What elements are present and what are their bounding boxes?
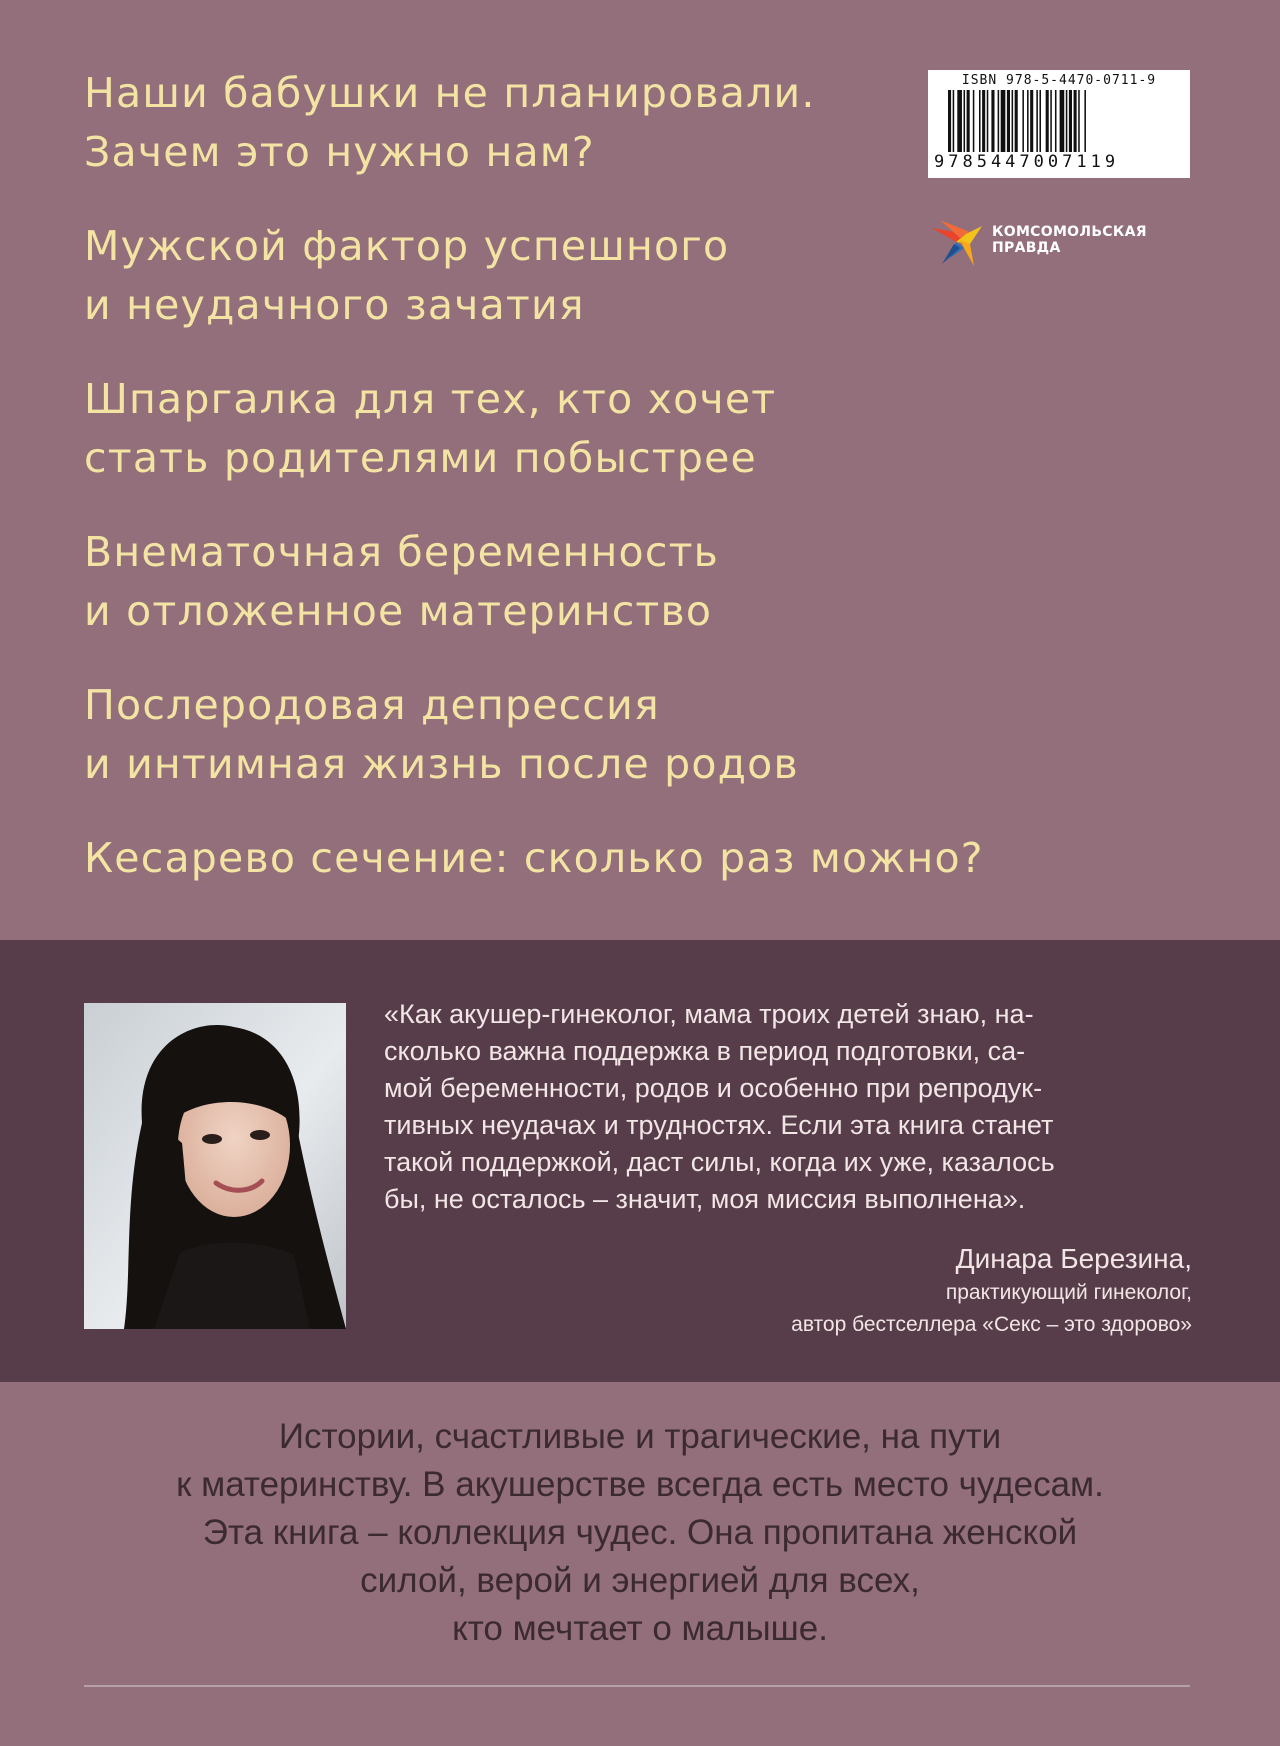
publisher-name: [992, 224, 1147, 256]
author-attribution: [791, 1241, 1192, 1341]
headline-list: [84, 64, 984, 923]
headline-2-line-1: Мужской фактор успешного: [84, 222, 730, 270]
headline-6: [84, 829, 984, 888]
quote-line-1: «Как акушер-гинеколог, мама троих детей знаю, на-: [384, 999, 1034, 1029]
headline-1-line-2: Зачем это нужно нам?: [84, 128, 595, 176]
quote-line-3: мой беременности, родов и особенно при репродук-: [384, 1073, 1043, 1103]
publisher-logo: [930, 214, 1170, 270]
barcode: [928, 70, 1190, 178]
publisher-name-line-2: ПРАВДА: [992, 240, 1061, 256]
author-role-2: автор бестселлера «Секс – это здорово»: [791, 1313, 1192, 1336]
headline-5: [84, 676, 904, 794]
ean-digits: 9785447007119: [934, 152, 1120, 172]
headline-4: [84, 523, 904, 641]
blurb-line-5: кто мечтает о малыше.: [452, 1609, 828, 1648]
bottom-divider: [84, 1685, 1190, 1687]
quote-line-4: тивных неудачах и трудностях. Если эта книга станет: [384, 1110, 1054, 1140]
quote-line-6: бы, не осталось – значит, моя миссия выполнена».: [384, 1184, 1026, 1214]
headline-5-line-1: Послеродовая депрессия: [84, 681, 660, 729]
isbn-label: ISBN 978-5-4470-0711-9: [961, 73, 1157, 88]
author-name: Динара Березина,: [955, 1243, 1192, 1274]
headline-2: [84, 217, 904, 335]
barcode-bars-icon: [946, 90, 1172, 152]
quote-line-5: такой поддержкой, даст силы, когда их уже, казалось: [384, 1147, 1055, 1177]
author-photo: [84, 1003, 346, 1329]
headline-3: [84, 370, 904, 488]
headline-3-line-1: Шпаргалка для тех, кто хочет: [84, 375, 777, 423]
author-quote: [384, 996, 1192, 1218]
headline-4-line-1: Внематочная беременность: [84, 528, 720, 576]
headline-5-line-2: и интимная жизнь после родов: [84, 740, 799, 788]
blurb-line-4: силой, верой и энергией для всех,: [360, 1561, 920, 1600]
headline-3-line-2: стать родителями побыстрее: [84, 434, 757, 482]
headline-6-line-1: Кесарево сечение: сколько раз можно?: [84, 834, 984, 882]
headline-2-line-2: и неудачного зачатия: [84, 281, 585, 329]
headline-1-line-1: Наши бабушки не планировали.: [84, 69, 816, 117]
blurb-line-2: к материнству. В акушерстве всегда есть место чудесам.: [176, 1465, 1104, 1504]
book-blurb: [0, 1413, 1280, 1653]
author-role-1: практикующий гинеколог,: [945, 1281, 1192, 1304]
headline-4-line-2: и отложенное материнство: [84, 587, 713, 635]
blurb-line-1: Истории, счастливые и трагические, на пути: [278, 1417, 1002, 1456]
swallow-icon: [930, 214, 986, 270]
quote-line-2: сколько важна поддержка в период подготовки, са-: [384, 1036, 1026, 1066]
headline-1: [84, 64, 904, 182]
blurb-line-3: Эта книга – коллекция чудес. Она пропитана женской: [202, 1513, 1078, 1552]
publisher-name-line-1: КОМСОМОЛЬСКАЯ: [992, 224, 1147, 240]
